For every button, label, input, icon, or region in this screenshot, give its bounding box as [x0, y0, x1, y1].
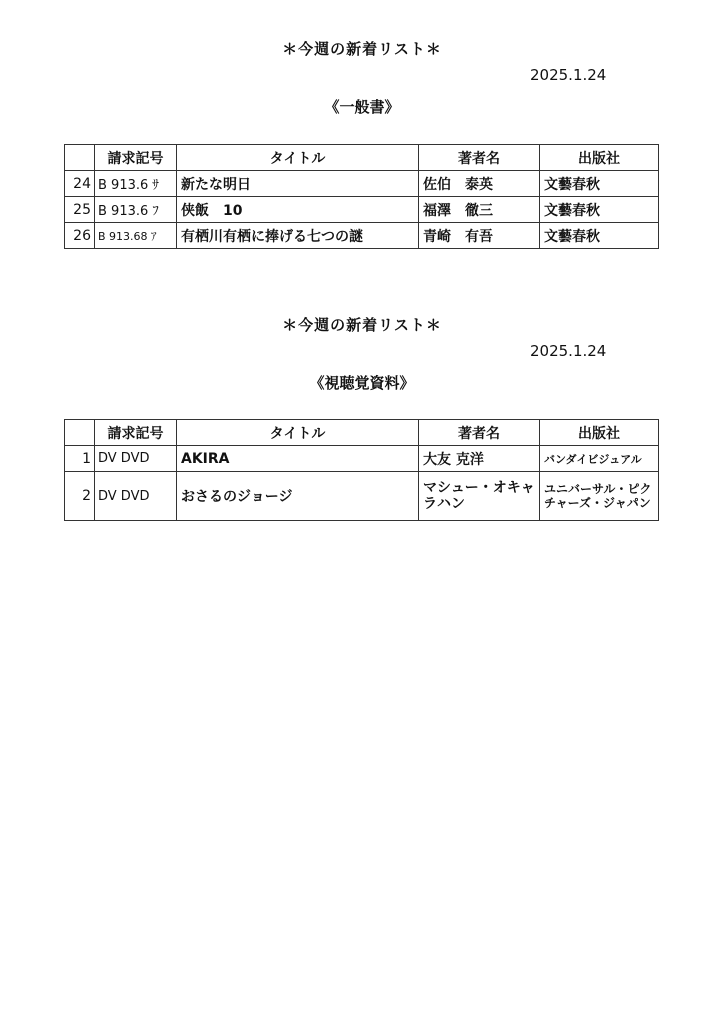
column-header-call-number: 請求記号	[95, 145, 177, 171]
call-number: DV DVD	[95, 446, 177, 472]
list-heading: ＊今週の新着リスト＊	[282, 316, 442, 334]
book-title: 侠飯 10	[177, 197, 419, 223]
book-title: 有栖川有栖に捧げる七つの謎	[177, 223, 419, 249]
column-header-call-number: 請求記号	[95, 420, 177, 446]
call-number: B 913.6 ﾌ	[95, 197, 177, 223]
column-header-title: タイトル	[177, 420, 419, 446]
list-date: 2025.1.24	[530, 342, 607, 360]
row-number: 24	[65, 171, 95, 197]
column-header-no	[65, 420, 95, 446]
row-number: 1	[65, 446, 95, 472]
author-name: 青崎 有吾	[419, 223, 540, 249]
author-name: マシュー・オキャラハン	[419, 472, 540, 521]
author-name: 福澤 徹三	[419, 197, 540, 223]
column-header-publisher: 出版社	[540, 420, 659, 446]
publisher-name: 文藝春秋	[540, 171, 659, 197]
general-books-table	[64, 144, 659, 249]
row-number: 25	[65, 197, 95, 223]
section-title: 《一般書》	[324, 98, 400, 116]
section-title: 《視聴覚資料》	[309, 374, 415, 392]
row-number: 26	[65, 223, 95, 249]
column-header-author: 著者名	[419, 145, 540, 171]
author-name: 大友 克洋	[419, 446, 540, 472]
column-header-title: タイトル	[177, 145, 419, 171]
table-header-row	[65, 145, 659, 171]
list-date: 2025.1.24	[530, 66, 607, 84]
table-row	[65, 446, 659, 472]
list-heading: ＊今週の新着リスト＊	[282, 40, 442, 58]
call-number: DV DVD	[95, 472, 177, 521]
publisher-name: バンダイビジュアル	[540, 446, 659, 472]
publisher-name: 文藝春秋	[540, 197, 659, 223]
call-number: B 913.68 ｱ	[95, 223, 177, 249]
column-header-publisher: 出版社	[540, 145, 659, 171]
table-row	[65, 171, 659, 197]
column-header-no	[65, 145, 95, 171]
table-header-row	[65, 420, 659, 446]
book-title: 新たな明日	[177, 171, 419, 197]
call-number: B 913.6 ｻ	[95, 171, 177, 197]
table-row	[65, 197, 659, 223]
audiovisual-table	[64, 419, 659, 521]
author-name: 佐伯 泰英	[419, 171, 540, 197]
column-header-author: 著者名	[419, 420, 540, 446]
media-title: おさるのジョージ	[177, 472, 419, 521]
publisher-name: ユニバーサル・ピクチャーズ・ジャパン	[540, 472, 659, 521]
media-title: AKIRA	[177, 446, 419, 472]
publisher-name: 文藝春秋	[540, 223, 659, 249]
row-number: 2	[65, 472, 95, 521]
table-row	[65, 472, 659, 521]
table-row	[65, 223, 659, 249]
